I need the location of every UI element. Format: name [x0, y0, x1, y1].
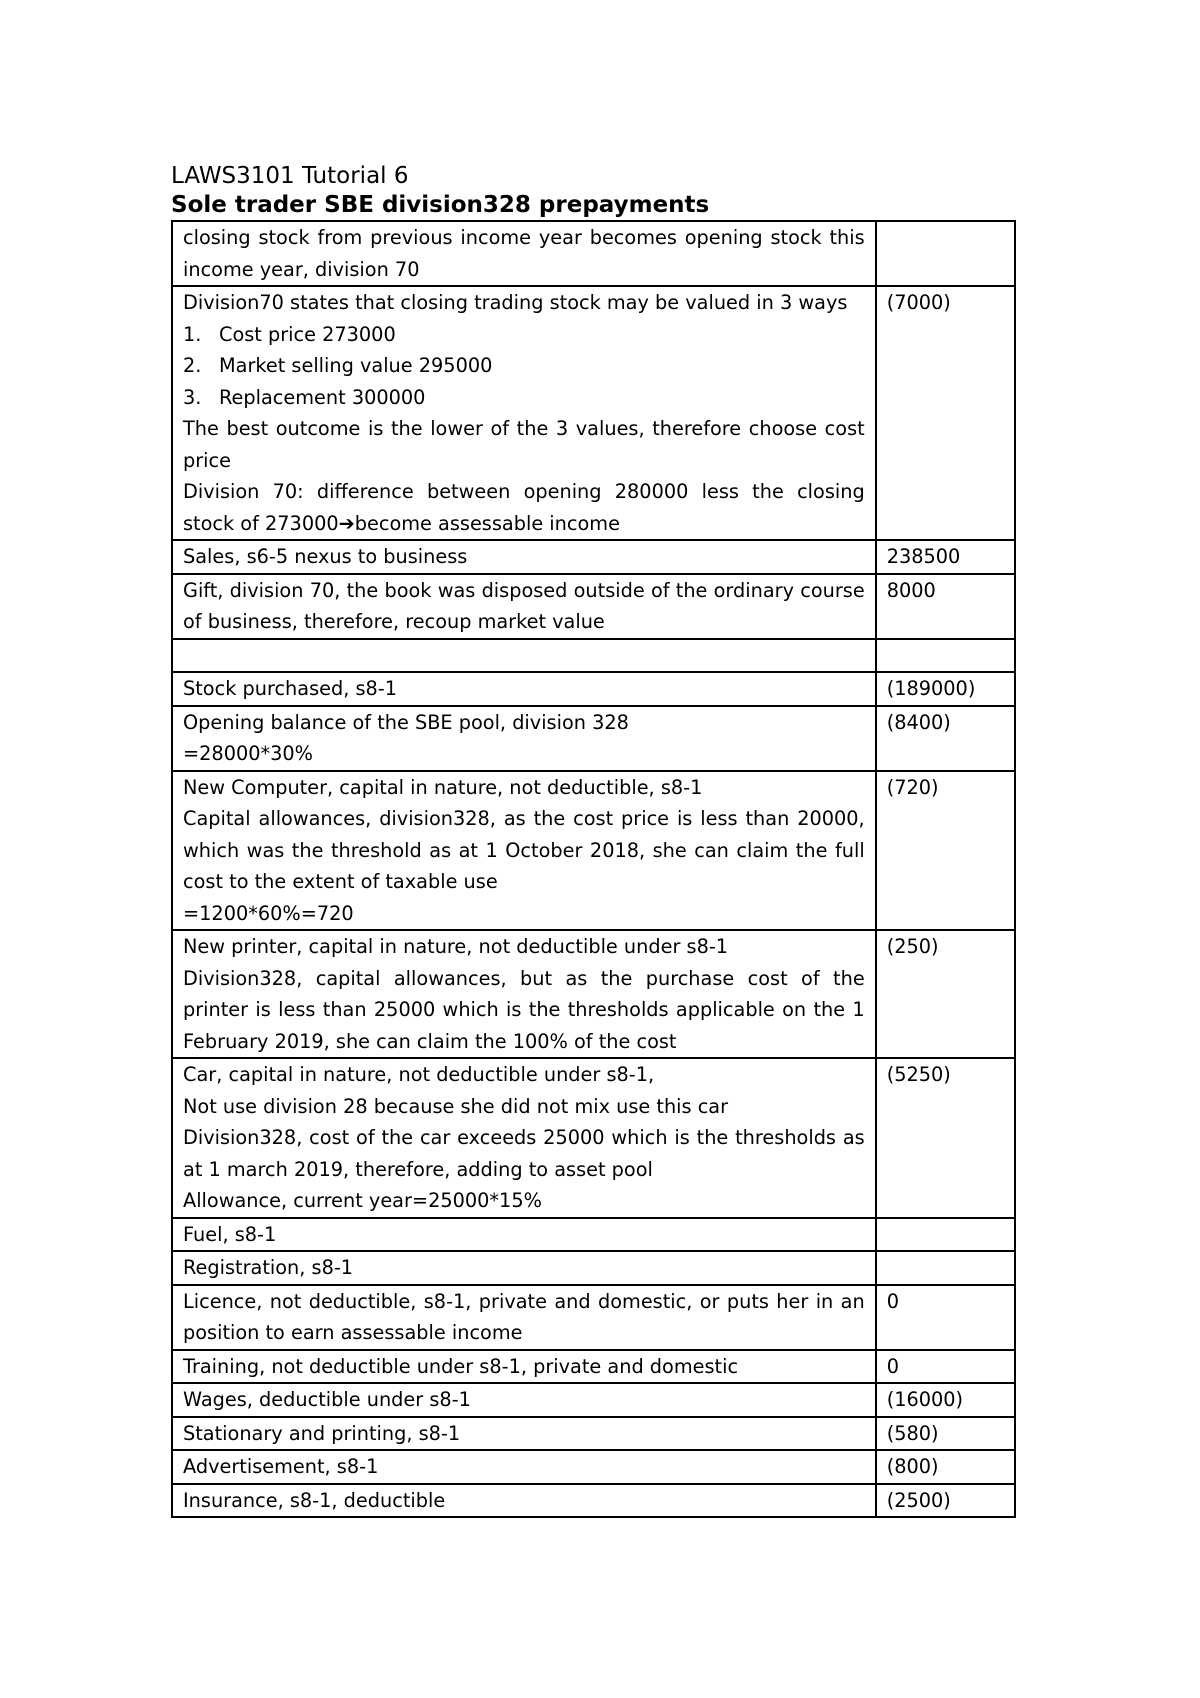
row-amount — [876, 221, 1015, 286]
document-title: LAWS3101 Tutorial 6 — [171, 163, 409, 189]
table-row — [172, 1218, 1015, 1252]
row-amount — [876, 639, 1015, 673]
row-amount: (189000) — [876, 672, 1015, 706]
list-item: 1. Cost price 273000 — [183, 322, 396, 346]
row-description: New Computer, capital in nature, not deductible, s8-1 Capital allowances, division328, as the cost price is less than 20000, which was the threshold as at 1 October 2018, she can claim the full cost to the extent of taxable use =1200*60%=720 — [172, 771, 876, 931]
row-description: Car, capital in nature, not deductible under s8-1, Not use division 28 because she did not mix use this car Division328, cost of the car exceeds 25000 which is the thresholds as at 1 march 2019, therefore, adding to asset pool Allowance, current year=25000*15% — [172, 1058, 876, 1218]
row-amount: (8400) — [876, 706, 1015, 771]
row-description: closing stock from previous income year becomes opening stock this income year, division 70 — [172, 221, 876, 286]
row-amount: (7000) — [876, 286, 1015, 540]
table-row — [172, 706, 1015, 771]
row-amount: (800) — [876, 1450, 1015, 1484]
row-description: New printer, capital in nature, not deductible under s8-1 Division328, capital allowances, but as the purchase cost of the printer is less than 25000 which is the thresholds applicable on the 1 February 2019, she can claim the 100% of the cost — [172, 930, 876, 1058]
row-amount: (5250) — [876, 1058, 1015, 1218]
row-amount: (580) — [876, 1417, 1015, 1451]
row-amount: 238500 — [876, 540, 1015, 574]
list-item: 3. Replacement 300000 — [183, 385, 426, 409]
tax-calculation-table — [171, 220, 1016, 1518]
table-row-empty — [172, 639, 1015, 673]
table-row — [172, 1350, 1015, 1384]
row-amount: 0 — [876, 1350, 1015, 1384]
row-description: Licence, not deductible, s8-1, private and domestic, or puts her in an position to earn assessable income — [172, 1285, 876, 1350]
table-row — [172, 540, 1015, 574]
table-row — [172, 1383, 1015, 1417]
row-amount — [876, 1218, 1015, 1252]
table-row — [172, 771, 1015, 931]
table-row — [172, 1285, 1015, 1350]
table-row — [172, 1417, 1015, 1451]
row-amount: (720) — [876, 771, 1015, 931]
table-row — [172, 1484, 1015, 1518]
table-row — [172, 1058, 1015, 1218]
row-amount — [876, 1251, 1015, 1285]
table-row — [172, 1251, 1015, 1285]
row-description: Stationary and printing, s8-1 — [172, 1417, 876, 1451]
row-amount: (250) — [876, 930, 1015, 1058]
row-amount: 0 — [876, 1285, 1015, 1350]
row-amount: (16000) — [876, 1383, 1015, 1417]
row-description: Registration, s8-1 — [172, 1251, 876, 1285]
row-description: Opening balance of the SBE pool, division 328 =28000*30% — [172, 706, 876, 771]
table-row — [172, 221, 1015, 286]
row-description: Fuel, s8-1 — [172, 1218, 876, 1252]
row-description: Wages, deductible under s8-1 — [172, 1383, 876, 1417]
table-row — [172, 672, 1015, 706]
table-row — [172, 930, 1015, 1058]
row-amount: 8000 — [876, 574, 1015, 639]
document-subtitle: Sole trader SBE division328 prepayments — [171, 192, 710, 218]
row-description: Training, not deductible under s8-1, private and domestic — [172, 1350, 876, 1384]
row-description: Sales, s6-5 nexus to business — [172, 540, 876, 574]
row-description: Stock purchased, s8-1 — [172, 672, 876, 706]
row-description: Insurance, s8-1, deductible — [172, 1484, 876, 1518]
row-description: Division70 states that closing trading stock may be valued in 3 ways 1. Cost price 273000 2. Market selling value 295000 3. Replacement 300000 The best outcome is the lower of the 3 values, therefore choose cost price Division 70: difference between opening 280000 less the closing stock of 273000➔become assessable income — [172, 286, 876, 540]
table-row — [172, 574, 1015, 639]
row-amount: (2500) — [876, 1484, 1015, 1518]
row-description: Gift, division 70, the book was disposed outside of the ordinary course of business, therefore, recoup market value — [172, 574, 876, 639]
table-row — [172, 1450, 1015, 1484]
row-description: Advertisement, s8-1 — [172, 1450, 876, 1484]
document-page — [171, 162, 1016, 1518]
row-description — [172, 639, 876, 673]
list-item: 2. Market selling value 295000 — [183, 354, 493, 377]
table-row — [172, 286, 1015, 540]
